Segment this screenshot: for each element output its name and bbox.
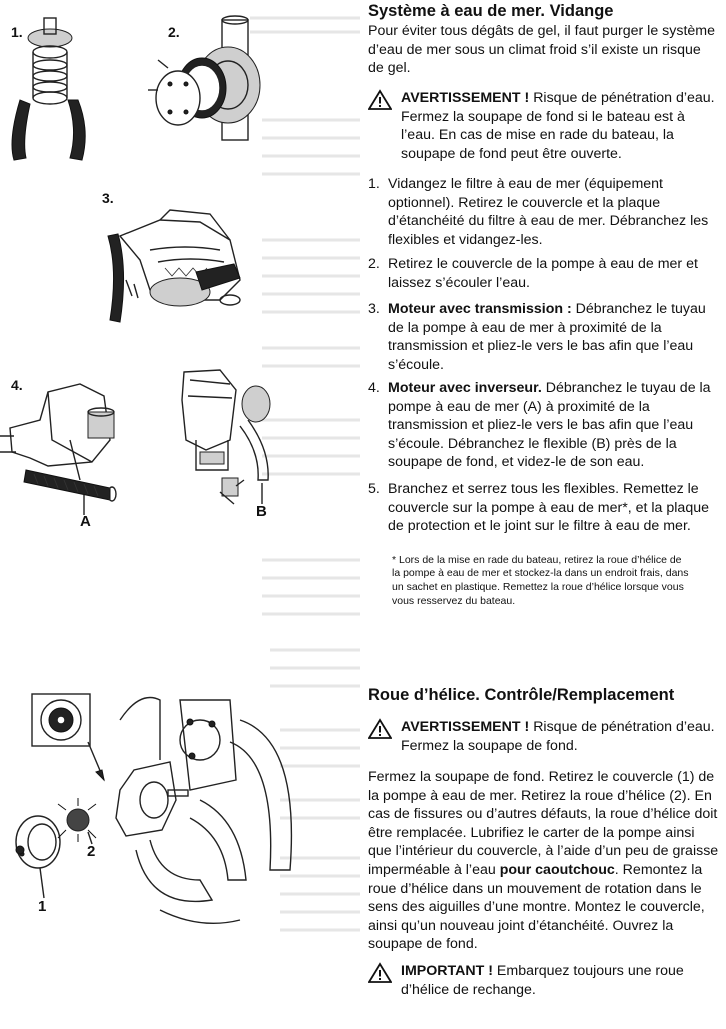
figure-1-drawing — [12, 18, 85, 160]
warning-text: Risque de pénétration d’eau. Fermez la soupape de fond si le bateau est à l’eau. En cas de mise en rade du bateau, la soupape de fond peut être ouverte. — [401, 90, 715, 162]
step-text: Branchez et serrez tous les flexibles. Remettez le couvercle sur la pompe à eau de mer*, et la plaque de protection et le joint sur le filtre à eau de mer. — [388, 481, 709, 535]
step-text: Vidangez le filtre à eau de mer (équipement optionnel). Retirez le couvercle et la plaque d’étanchéité du filtre à eau de mer. Débranchez les flexibles et vidangez-les. — [388, 176, 709, 248]
bleed-through-text — [250, 18, 360, 930]
section2-title: Roue d’hélice. Contrôle/Remplacement — [368, 686, 675, 704]
important-note — [368, 962, 720, 999]
callout-a: A — [80, 513, 91, 530]
section2-warning — [368, 718, 720, 755]
step-lead: Moteur avec inverseur. — [388, 380, 542, 396]
illustration-drawings — [0, 0, 360, 1024]
figure-4-right-drawing — [182, 370, 270, 504]
warning-text: Risque de pénétration d’eau. Fermez la soupape de fond. — [401, 719, 715, 754]
step-3 — [368, 300, 720, 374]
footnote: * Lors de la mise en rade du bateau, retirez la roue d’hélice de la pompe à eau de mer et stockez-la dans un endroit frais, dans un sachet en plastique. Remettez la roue d’hélice lorsque vous vous resservez du bateau. — [392, 553, 689, 607]
section1-title: Système à eau de mer. Vidange — [368, 2, 614, 20]
body-bold-text: pour caoutchouc — [499, 861, 615, 878]
figure-3-drawing — [108, 210, 240, 322]
body-text-end: . Remontez la roue d’hélice dans un mouvement de rotation dans le sens des aiguilles d’une montre. Montez le couvercle, ainsi qu’un nouveau joint d’étanchéité. Ouvrez la soupape de fond. — [368, 861, 705, 953]
figure-2-label: 2. — [168, 24, 180, 40]
callout-2: 2 — [87, 843, 96, 860]
step-4 — [368, 379, 720, 472]
step-number: 2. — [368, 256, 380, 272]
section2-body — [368, 768, 720, 954]
step-text: Débranchez le tuyau de la pompe à eau de mer à proximité de la transmission et pliez-le vers le bas afin que l’eau s’écoule. — [388, 301, 706, 373]
step-5 — [368, 480, 720, 536]
warning-label: AVERTISSEMENT ! — [401, 90, 530, 106]
step-number: 4. — [368, 380, 380, 396]
warning-icon — [368, 962, 392, 984]
callout-b: B — [256, 503, 267, 520]
warning-icon — [368, 718, 392, 740]
figure-3-label: 3. — [102, 190, 114, 206]
step-1 — [368, 175, 720, 249]
impeller-drawing — [16, 694, 291, 923]
step-lead: Moteur avec transmission : — [388, 301, 572, 317]
impeller-vanes — [58, 798, 96, 842]
body-text: Fermez la soupape de fond. Retirez le couvercle (1) de la pompe à eau de mer. Retirez la roue d’hélice (2). En cas de fissures ou d’autres défauts, la roue d’hélice doit être remplacée. Lubrifiez le carter de la pompe ainsi que l’intérieur du couvercle, à l’aide d’un peu de graisse imperméable à l’eau — [368, 769, 719, 878]
warning-label: AVERTISSEMENT ! — [401, 719, 530, 735]
section1-warning — [368, 89, 720, 163]
step-number: 3. — [368, 301, 380, 317]
important-label: IMPORTANT ! — [401, 963, 493, 979]
step-number: 5. — [368, 481, 380, 497]
figure-2-drawing — [148, 16, 260, 140]
figure-4-label: 4. — [11, 377, 23, 393]
section1-intro: Pour éviter tous dégâts de gel, il faut purger le système d’eau de mer sous un climat froid s’il existe un risque de gel. — [368, 23, 715, 77]
important-text: Embarquez toujours une roue d’hélice de rechange. — [401, 963, 684, 998]
figure-4-left-drawing — [0, 384, 116, 515]
step-number: 1. — [368, 176, 380, 192]
step-text: Retirez le couvercle de la pompe à eau de mer et laissez s’écouler l’eau. — [388, 256, 698, 291]
figure-1-label: 1. — [11, 24, 23, 40]
callout-1: 1 — [38, 898, 47, 915]
warning-icon — [368, 89, 392, 111]
step-text: Débranchez le tuyau de la pompe à eau de mer (A) à proximité de la transmission et pliez-le vers le bas afin que l’eau s’écoule. Débranchez le flexible (B) près de la soupape de fond, et videz-le de son eau. — [388, 380, 711, 471]
step-2 — [368, 255, 720, 292]
illustrations-column — [0, 0, 360, 1024]
